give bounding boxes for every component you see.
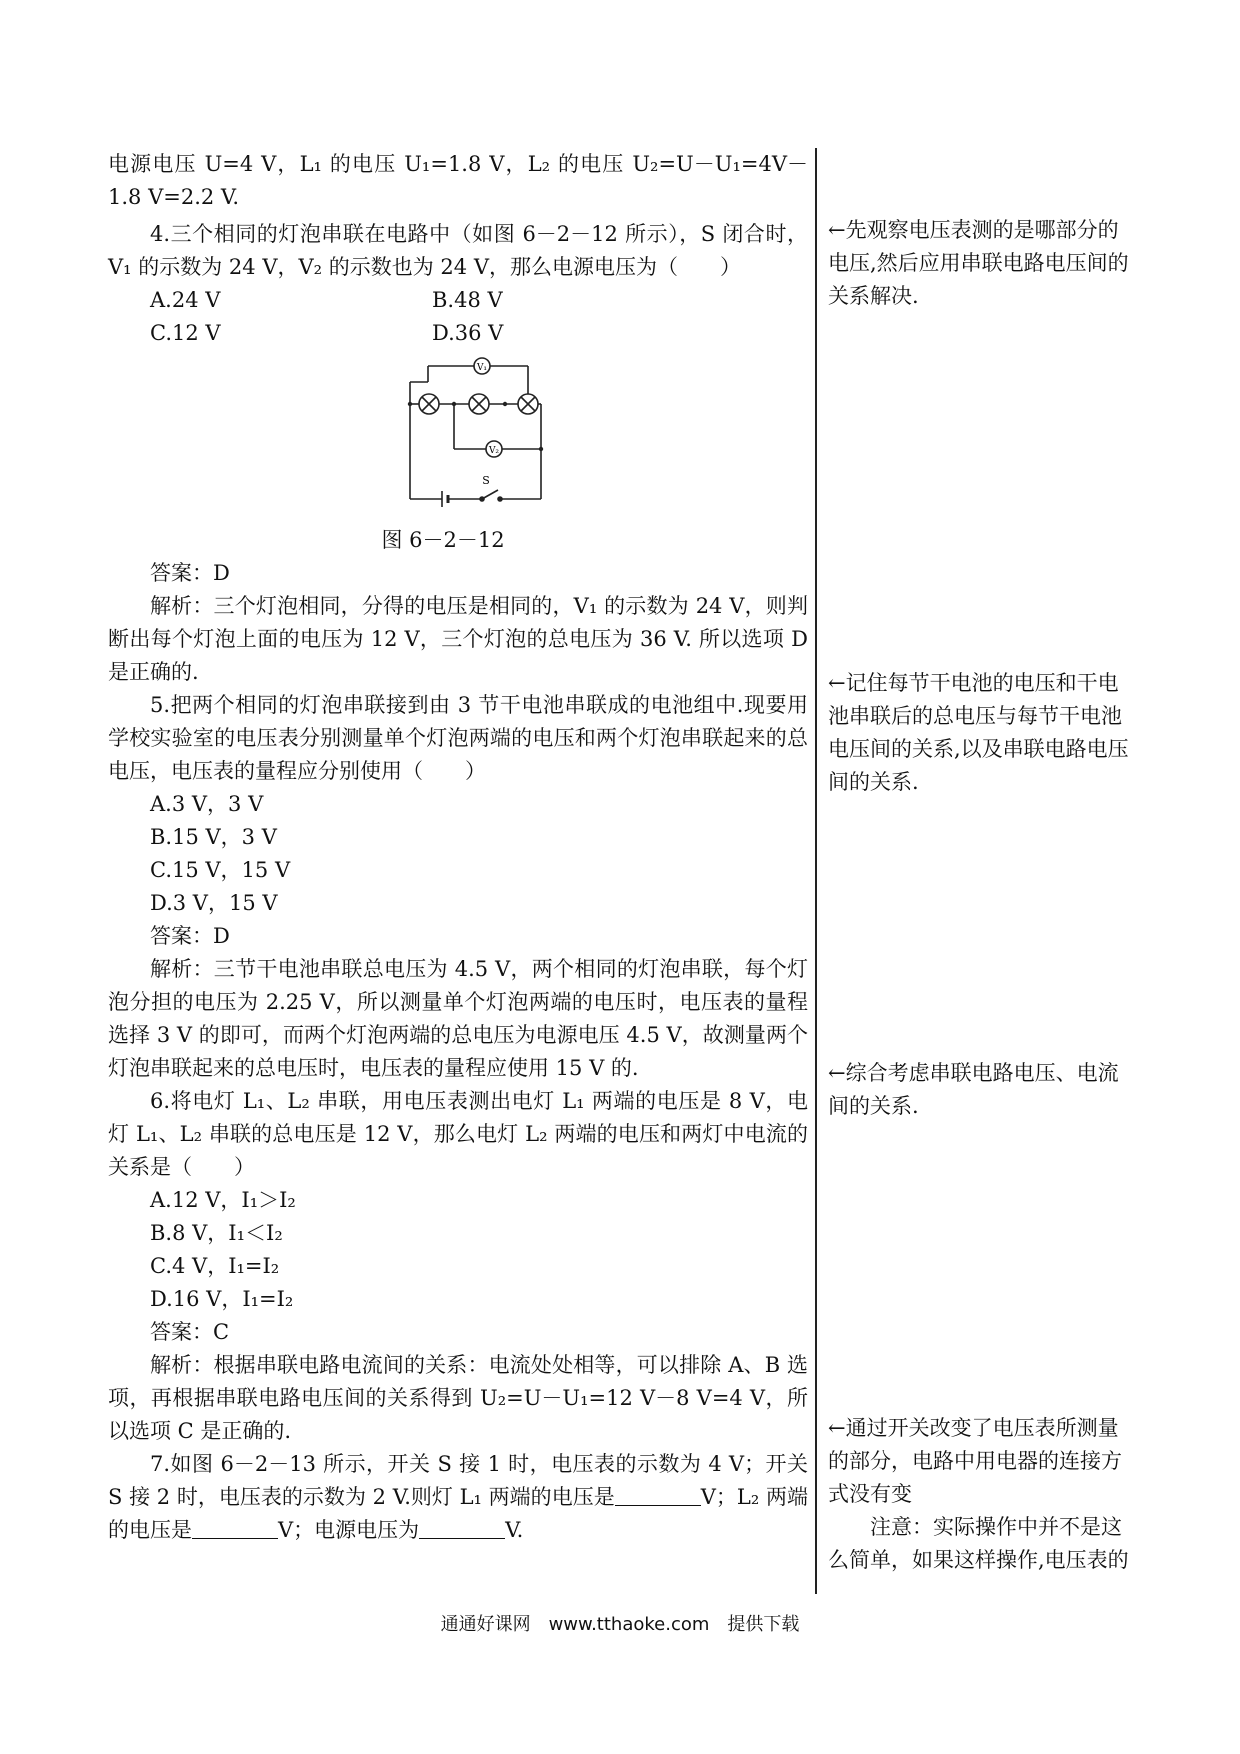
q6-analysis: 解析：根据串联电路电流间的关系：电流处处相等，可以排除 A、B 选项，再根据串联电路电压间的关系得到 U₂=U－U₁=12 V－8 V=4 V，所以选项 C 是正确的.: [108, 1353, 808, 1443]
q7-blank-source: [419, 1516, 505, 1539]
figure-caption: 图 6－2－12: [381, 528, 505, 552]
q7-blank-l1: [615, 1483, 701, 1506]
q6-stem: 6.将电灯 L₁、L₂ 串联，用电压表测出电灯 L₁ 两端的电压是 8 V，电灯 L₁、L₂ 串联的总电压是 12 V，那么电灯 L₂ 两端的电压和两灯中电流的关系是（ ）: [108, 1089, 808, 1179]
v1-label: V₁: [476, 363, 488, 373]
q5-analysis: 解析：三节干电池串联总电压为 4.5 V，两个相同的灯泡串联，每个灯泡分担的电压为 2.25 V，所以测量单个灯泡两端的电压时，电压表的量程选择 3 V 的即可，而两个灯泡两端的总电压为电源电压 4.5 V，故测量两个灯泡串联起来的总电压时，电压表的量程应使用 15 V 的.: [108, 957, 808, 1080]
v2-label: V₂: [488, 446, 500, 456]
q5-option-d: D.3 V，15 V: [150, 891, 278, 915]
side-note-q4: ←先观察电压表测的是哪部分的电压,然后应用串联电路电压间的关系解决.: [828, 218, 1129, 308]
q6-answer: 答案：C: [150, 1320, 230, 1344]
q7-text-1: 7.如图 6－2－13 所示，开关 S 接 1 时，电压表的示数为 4 V；开关 S 接 2 时，电压表的示数为 2 V.则灯 L₁ 两端的电压是: [108, 1452, 808, 1509]
q4-stem: 4.三个相同的灯泡串联在电路中（如图 6－2－12 所示），S 闭合时，V₁ 的示数为 24 V，V₂ 的示数也为 24 V，那么电源电压为（ ）: [108, 222, 808, 279]
q6-option-a: A.12 V，I₁＞I₂: [150, 1188, 296, 1212]
q6-option-b: B.8 V，I₁＜I₂: [150, 1221, 283, 1245]
q5-option-a: A.3 V，3 V: [150, 792, 264, 816]
side-note-q7: ←通过开关改变了电压表所测量的部分，电路中用电器的连接方式没有变: [828, 1416, 1122, 1506]
q7-blank-l2: [192, 1516, 278, 1539]
q7-text-2: V；L₂ 两端的电压是: [108, 1485, 808, 1542]
main-column: [108, 148, 808, 1547]
q7-stem: [108, 1448, 808, 1547]
q4-option-d: D.36 V: [432, 321, 504, 345]
q4-option-a: A.24 V: [150, 288, 221, 312]
q5-answer: 答案：D: [150, 924, 230, 948]
side-note-q5: ←记住每节干电池的电压和干电池串联后的总电压与每节干电池电压间的关系,以及串联电路电压间的关系.: [828, 671, 1129, 794]
q7-text-4: V.: [505, 1518, 524, 1542]
side-note-q6: ←综合考虑串联电路电压、电流间的关系.: [828, 1061, 1119, 1118]
q7-text-3: V；电源电压为: [278, 1518, 420, 1542]
q4-answer: 答案：D: [150, 561, 230, 585]
figure-6-2-12: [108, 354, 808, 524]
column-divider: [815, 148, 817, 1594]
switch-label: S: [482, 474, 490, 487]
q4-options-row1: [150, 284, 808, 317]
q4-analysis: 解析：三个灯泡相同，分得的电压是相同的，V₁ 的示数为 24 V，则判断出每个灯泡上面的电压为 12 V，三个灯泡的总电压为 36 V. 所以选项 D 是正确的.: [108, 594, 808, 684]
q4-options-row2: [150, 317, 808, 350]
intro-paragraph: 电源电压 U=4 V，L₁ 的电压 U₁=1.8 V，L₂ 的电压 U₂=U－U₁=4V－1.8 V=2.2 V.: [108, 152, 808, 209]
circuit-diagram: [398, 354, 558, 519]
q5-option-b: B.15 V，3 V: [150, 825, 277, 849]
q4-option-b: B.48 V: [432, 288, 503, 312]
q5-option-c: C.15 V，15 V: [150, 858, 291, 882]
side-note-q7-caution: 注意：实际操作中并不是这么简单，如果这样操作,电压表的: [828, 1515, 1129, 1572]
q6-option-d: D.16 V，I₁=I₂: [150, 1287, 294, 1311]
q5-stem: 5.把两个相同的灯泡串联接到由 3 节干电池串联成的电池组中.现要用学校实验室的电压表分别测量单个灯泡两端的电压和两个灯泡串联起来的总电压，电压表的量程应分别使用（ ）: [108, 693, 808, 783]
q6-option-c: C.4 V，I₁=I₂: [150, 1254, 280, 1278]
q4-option-c: C.12 V: [150, 321, 221, 345]
footer-source: 通通好课网 www.tthaoke.com 提供下载: [440, 1614, 800, 1635]
